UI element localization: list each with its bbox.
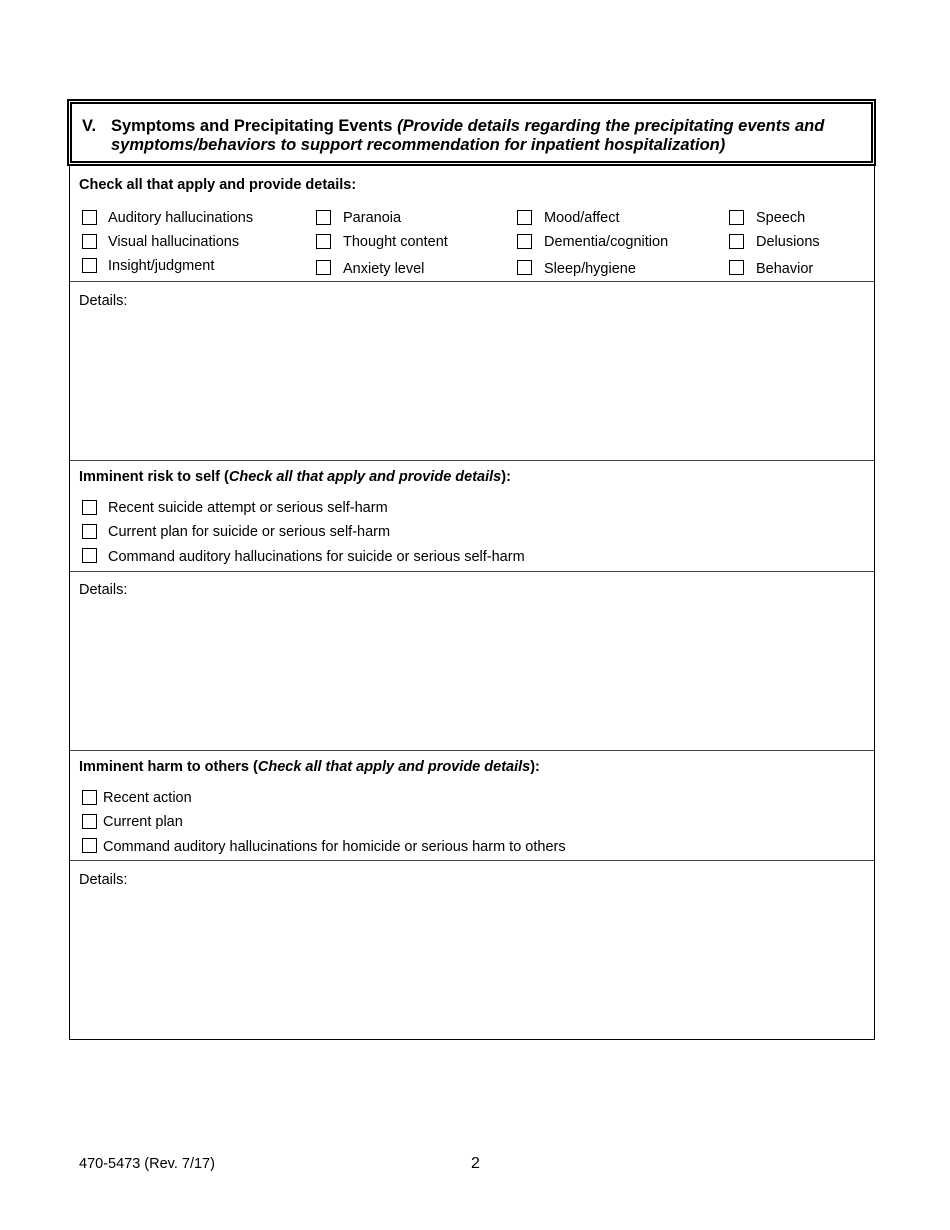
heading-part: ): bbox=[530, 759, 540, 775]
option-label: Current plan bbox=[103, 814, 183, 830]
divider bbox=[70, 460, 874, 461]
details-label: Details: bbox=[79, 582, 128, 598]
option-label: Auditory hallucinations bbox=[108, 210, 254, 226]
symptoms-heading: Check all that apply and provide details: bbox=[79, 177, 357, 193]
checkbox-command-hallucinations-others[interactable] bbox=[82, 838, 97, 853]
checkbox-insight-judgment[interactable] bbox=[82, 258, 97, 273]
symptoms-details-field[interactable] bbox=[70, 282, 874, 459]
section-title-text: Symptoms and Precipitating Events bbox=[111, 117, 393, 135]
section-header bbox=[67, 99, 876, 166]
option-label: Delusions bbox=[756, 234, 820, 250]
harm-others-heading bbox=[79, 759, 540, 775]
checkbox-recent-suicide-attempt[interactable] bbox=[82, 500, 97, 515]
checkbox-recent-action[interactable] bbox=[82, 790, 97, 805]
checkbox-visual-hallucinations[interactable] bbox=[82, 234, 97, 249]
section-title bbox=[82, 117, 867, 155]
checkbox-sleep-hygiene[interactable] bbox=[517, 260, 532, 275]
checkbox-dementia-cognition[interactable] bbox=[517, 234, 532, 249]
section-number: V. bbox=[82, 117, 97, 135]
form-number: 470-5473 (Rev. 7/17) bbox=[79, 1156, 215, 1172]
risk-self-details-field[interactable] bbox=[70, 572, 874, 749]
page-number: 2 bbox=[471, 1155, 480, 1172]
option-label: Dementia/cognition bbox=[544, 234, 669, 250]
option-label: Current plan for suicide or serious self-harm bbox=[108, 524, 391, 540]
option-label: Mood/affect bbox=[544, 210, 620, 226]
option-label: Command auditory hallucinations for homicide or serious harm to others bbox=[103, 839, 566, 855]
option-label: Recent suicide attempt or serious self-harm bbox=[108, 500, 388, 516]
heading-part: Imminent risk to self ( bbox=[79, 469, 229, 485]
risk-self-heading bbox=[79, 469, 511, 485]
checkbox-anxiety-level[interactable] bbox=[316, 260, 331, 275]
harm-others-details-field[interactable] bbox=[70, 861, 874, 1038]
checkbox-thought-content[interactable] bbox=[316, 234, 331, 249]
option-label: Command auditory hallucinations for suicide or serious self-harm bbox=[108, 549, 525, 565]
option-label: Thought content bbox=[343, 234, 448, 250]
heading-part: Imminent harm to others ( bbox=[79, 759, 258, 775]
checkbox-command-hallucinations-self[interactable] bbox=[82, 548, 97, 563]
checkbox-current-plan[interactable] bbox=[82, 814, 97, 829]
checkbox-mood-affect[interactable] bbox=[517, 210, 532, 225]
option-label: Recent action bbox=[103, 790, 192, 806]
heading-part-italic: Check all that apply and provide details bbox=[257, 759, 531, 775]
heading-part: ): bbox=[501, 469, 511, 485]
option-label: Insight/judgment bbox=[108, 258, 215, 274]
option-label: Visual hallucinations bbox=[108, 234, 240, 250]
checkbox-paranoia[interactable] bbox=[316, 210, 331, 225]
checkbox-auditory-hallucinations[interactable] bbox=[82, 210, 97, 225]
option-label: Paranoia bbox=[343, 210, 402, 226]
section-instruction: (Provide details regarding the precipitating events and symptoms/behaviors to support recommendation for inpatient hospitalization) bbox=[111, 117, 825, 154]
option-label: Speech bbox=[756, 210, 806, 226]
checkbox-delusions[interactable] bbox=[729, 234, 744, 249]
heading-part-italic: Check all that apply and provide details bbox=[228, 469, 502, 485]
form-body bbox=[69, 166, 875, 1040]
checkbox-speech[interactable] bbox=[729, 210, 744, 225]
option-label: Behavior bbox=[756, 261, 814, 277]
divider bbox=[70, 750, 874, 751]
option-label: Anxiety level bbox=[343, 261, 425, 277]
checkbox-behavior[interactable] bbox=[729, 260, 744, 275]
details-label: Details: bbox=[79, 293, 128, 309]
checkbox-current-suicide-plan[interactable] bbox=[82, 524, 97, 539]
details-label: Details: bbox=[79, 872, 128, 888]
option-label: Sleep/hygiene bbox=[544, 261, 636, 277]
